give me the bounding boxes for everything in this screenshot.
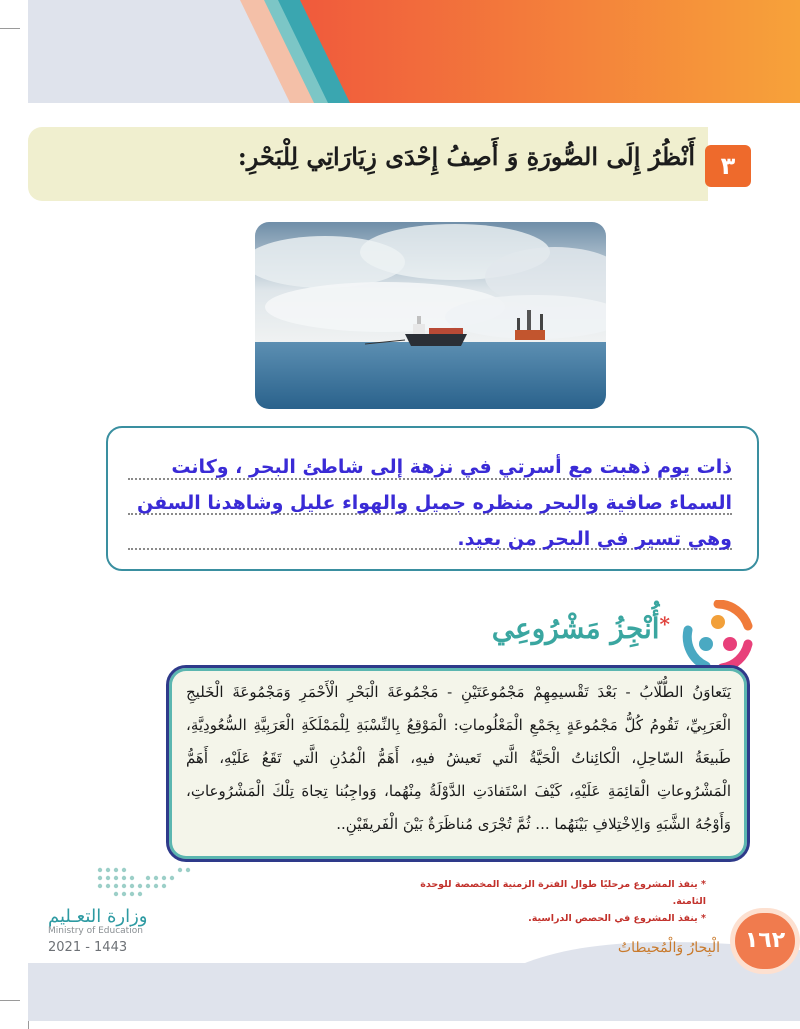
crop-mark	[0, 1000, 20, 1001]
project-title	[492, 612, 670, 645]
top-banner	[28, 0, 800, 103]
sea-ship-photo	[255, 222, 606, 409]
project-teamwork-icon	[682, 600, 754, 672]
footnotes	[420, 876, 706, 927]
project-title-text: أُنْجِزُ مَشْرُوعِي	[491, 612, 660, 645]
footnote-item: * ينفذ المشروع في الحصص الدراسية.	[528, 913, 706, 924]
project-description: يَتَعاوَنُ الطُّلّابُ - بَعْدَ تَقْسيمِهِمْ مَجْمُوعَتَيْنِ - مَجْمُوعَةَ الْبَحْرِ الْأَحْمَرِ وَمَجْمُوعَةَ الْخَليجِ الْعَرَبِيِّ، تَقُومُ كُلُّ مَجْمُوعَةٍ بِجَمْعِ الْمَعْلُوماتِ: الْمَوْقِعُ بِالنِّسْبَةِ لِلْمَمْلَكَةِ الْعَرَبِيَّةِ السُّعُودِيَّةِ، طَبيعَةُ السّاحِلِ، الْكائِناتُ الْحَيَّةُ الَّتي تَعيشُ فيهِ، أَهَمُّ الْمُدُنِ الَّتي تَقَعُ عَلَيْهِ، أَهَمُّ الْمَشْرُوعاتِ الْقائِمَةِ عَلَيْهِ، كَيْفَ اسْتَفادَتِ الدَّوْلَةُ مِنْهُما، وَواجِبُنا تِجاهَ تِلْكَ الْمَشْرُوعاتِ، وَأَوْجُهُ الشَّبَهِ وَالِاخْتِلافِ بَيْنَهُما ... ثُمَّ تُجْرَى مُناظَرَةٌ بَيْنَ الْفَريقَيْنِ..	[186, 683, 731, 833]
question-number-badge: ٣	[705, 145, 751, 187]
unit-title: الْبِحارُ وَالْمُحيطاتُ	[617, 940, 720, 956]
question-text: أَنْظُرُ إِلَى الصُّورَةِ وَ أَصِفُ إِحْدَى زِيَارَاتِي لِلْبَحْرِ:	[237, 142, 695, 171]
ministry-year: 2021 - 1443	[48, 940, 128, 955]
project-title-star: *	[659, 612, 670, 636]
footnote-item: * ينفذ المشروع مرحليًا طوال الفترة الزمنية المخصصة للوحدة الثامنة.	[420, 879, 706, 907]
ministry-logo-dots	[94, 864, 194, 904]
page-number-badge: ١٦٢	[735, 913, 795, 969]
answer-handwriting: ذات يوم ذهبت مع أسرتي في نزهة إلى شاطئ البحر ، وكانت السماء صافية والبحر منظره جميل والهواء عليل وشاهدنا السفن وهي تسير في البحر من بعيد.	[136, 456, 732, 550]
crop-mark	[0, 28, 20, 29]
ministry-name-english: Ministry of Education	[48, 926, 143, 936]
ministry-name-arabic: وزارة التعـليم	[48, 906, 148, 927]
